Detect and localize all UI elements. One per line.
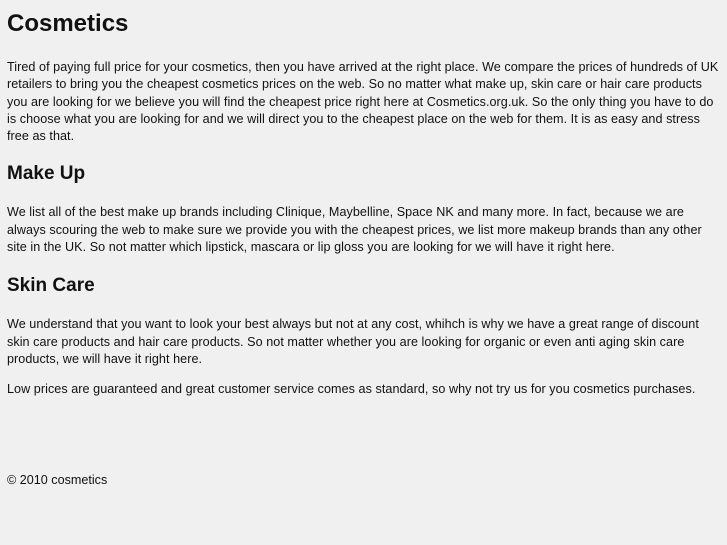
makeup-heading: Make Up (7, 163, 86, 185)
page-title: Cosmetics (7, 10, 129, 37)
footer-copyright: © 2010 cosmetics (7, 472, 108, 487)
skincare-heading: Skin Care (7, 275, 95, 297)
prices-paragraph: Low prices are guaranteed and great customer service comes as standard, so why not try us for you cosmetics purchases. (7, 382, 696, 397)
skincare-paragraph: We understand that you want to look your best always but not at any cost, whihch is why we have a great range of discount skin care products and hair care products. So not matter whether you are looking for organic or even anti aging skin care products, we will have it right here. (7, 317, 699, 366)
makeup-paragraph: We list all of the best make up brands including Clinique, Maybelline, Space NK and many more. In fact, because we are always scouring the web to make sure we provide you with the cheapest prices, we list more makeup brands than any other site in the UK. So not matter which lipstick, mascara or lip gloss you are looking for we will have it right here. (7, 205, 702, 255)
intro-paragraph: Tired of paying full price for your cosmetics, then you have arrived at the right place. We compare the prices of hundreds of UK retailers to bring you the cheapest cosmetics prices on the web. So no matter what make up, skin care or hair care products you are looking for we believe you will find the cheapest price right here at Cosmetics.org.uk. So the only thing you have to do is choose what you are looking for and we will direct you to the cheapest place on the web for them. It is as easy and stress free as that. (7, 60, 719, 144)
